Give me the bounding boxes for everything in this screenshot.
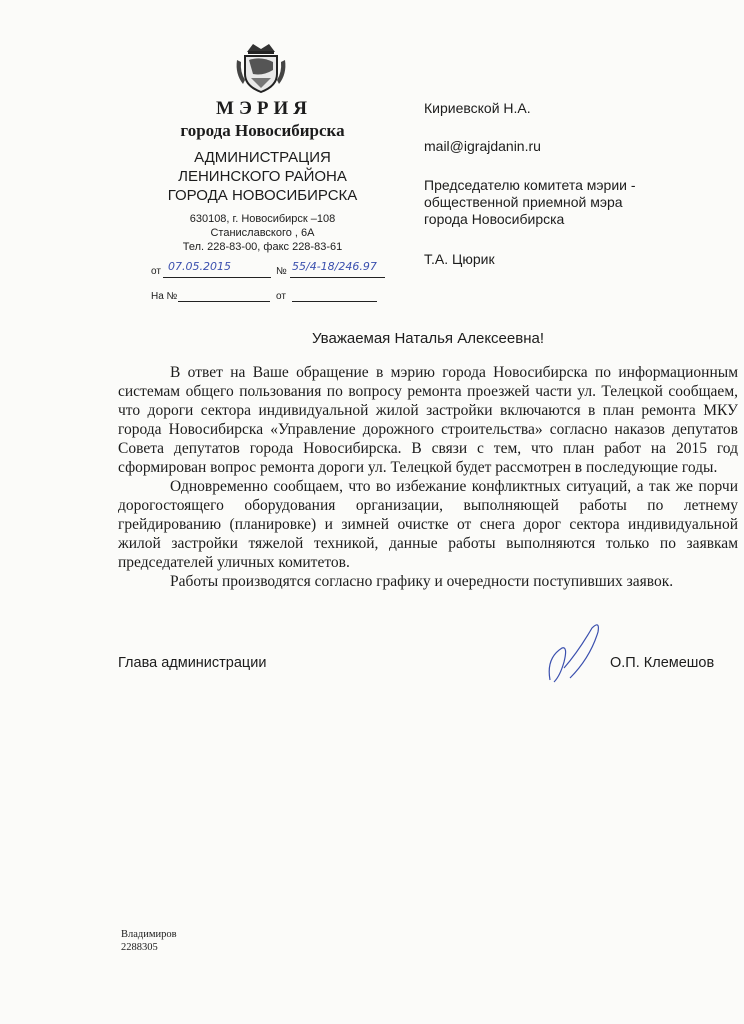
executor-phone: 2288305 — [121, 942, 158, 953]
recipient-email: mail@igrajdanin.ru — [424, 138, 541, 154]
address-line-3: Тел. 228-83-00, факс 228-83-61 — [182, 241, 343, 253]
reply-from-label: от — [276, 291, 286, 302]
recipient-position-1: Председателю комитета мэрии - — [424, 177, 636, 193]
recipient-name: Кириевской Н.А. — [424, 100, 531, 116]
greeting: Уважаемая Наталья Алексеевна! — [311, 330, 545, 347]
letter-body — [118, 363, 738, 591]
paragraph-3: Работы производятся согласно графику и очередности поступивших заявок. — [170, 573, 674, 590]
org-title: МЭРИЯ — [216, 98, 312, 119]
novosibirsk-coat-of-arms-icon — [233, 40, 289, 94]
org-city: города Новосибирска — [180, 121, 345, 140]
signature-position: Глава администрации — [118, 655, 267, 671]
paragraph-2: Одновременно сообщаем, что во избежание конфликтных ситуаций, а так же порчи дорогостоящего оборудования организации, выполняющей работы по летнему грейдированию (планировке) и зимней очистке от снега дорог сектора индивидуальной жилой застройки тяжелой техникой, данные работы выполняются только по заявкам председателей уличных комитетов. — [118, 478, 738, 571]
ref-number: 55/4-18/246.97 — [292, 260, 377, 273]
signature-name: О.П. Клемешов — [610, 655, 715, 671]
handwritten-signature-icon — [540, 618, 620, 688]
recipient-position-2: общественной приемной мэра — [424, 194, 623, 210]
ref-no-label: № — [276, 266, 287, 277]
recipient-person: Т.А. Цюрик — [424, 251, 495, 267]
executor-name: Владимиров — [121, 929, 177, 940]
ref-from-label: от — [151, 266, 161, 277]
paragraph-1: В ответ на Ваше обращение в мэрию города Новосибирска по информационным системам общего пользования по вопросу ремонта проезжей части ул. Телецкой сообщаем, что дороги сектора индивидуальной жилой застройки включаются в план ремонта МКУ города Новосибирска «Управление дорожного строительства» согласно наказов депутатов Совета депутатов города Новосибирска. В связи с тем, что план работ на 2015 год сформирован вопрос ремонта дороги ул. Телецкой будет рассмотрен в последующие годы. — [118, 364, 738, 476]
reply-no-label: На № — [151, 291, 178, 302]
recipient-position-3: города Новосибирска — [424, 211, 565, 227]
admin-line-1: АДМИНИСТРАЦИЯ — [194, 149, 331, 166]
address-line-1: 630108, г. Новосибирск –108 — [189, 213, 336, 225]
admin-line-3: ГОРОДА НОВОСИБИРСКА — [167, 187, 358, 204]
address-line-2: Станиславского , 6А — [210, 227, 315, 239]
ref-date: 07.05.2015 — [168, 260, 231, 273]
admin-line-2: ЛЕНИНСКОГО РАЙОНА — [178, 168, 347, 185]
